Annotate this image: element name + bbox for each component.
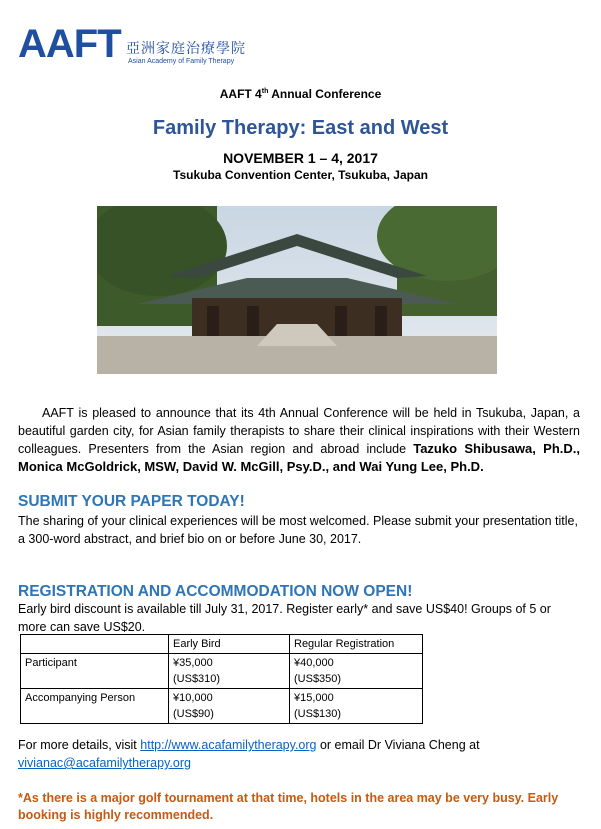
early-bird-fee: ¥35,000 (US$310): [169, 654, 290, 689]
fee-table: [20, 634, 423, 724]
submit-body: The sharing of your clinical experiences will be most welcomed. Please submit your presentation title, a 300-word abstract, and brief bio on or before June 30, 2017.: [18, 514, 578, 546]
regular-fee: ¥40,000 (US$350): [290, 654, 423, 689]
submit-heading: SUBMIT YOUR PAPER TODAY!: [18, 493, 245, 510]
table-header-cell: Regular Registration: [290, 635, 423, 654]
presenters: Tazuko Shibusawa, Ph.D., Monica McGoldrick, MSW, David W. McGill, Psy.D., and Wai Yung Lee, Ph.D.: [18, 441, 580, 474]
registration-heading: REGISTRATION AND ACCOMMODATION NOW OPEN!: [18, 583, 413, 600]
shrine-photo: [97, 206, 497, 374]
regular-fee: ¥15,000 (US$130): [290, 689, 423, 724]
email-link[interactable]: vivianac@acafamilytherapy.org: [18, 756, 191, 770]
page-title: Family Therapy: East and West: [152, 117, 449, 139]
conference-dates: NOVEMBER 1 – 4, 2017: [223, 150, 378, 166]
conference-venue: Tsukuba Convention Center, Tsukuba, Japan: [173, 168, 428, 182]
early-bird-fee: ¥10,000 (US$90): [169, 689, 290, 724]
table-header-cell: [21, 635, 169, 654]
intro-paragraph: [18, 404, 580, 476]
booking-note: *As there is a major golf tournament at that time, hotels in the area may be very busy. Early booking is highly recommended.: [18, 791, 559, 822]
logo-chinese-name: 亞洲家庭治療學院: [126, 41, 246, 57]
table-header-cell: Early Bird: [169, 635, 290, 654]
website-link[interactable]: http://www.acafamilytherapy.org: [140, 738, 317, 752]
details-paragraph: For more details, visit http://www.acafamilytherapy.org or email Dr Viviana Cheng at vivianac@acafamilytherapy.org: [18, 738, 480, 770]
intro-text: AAFT is pleased to announce that its 4th Annual Conference will be held in Tsukuba, Japan, a beautiful garden city, for Asian family therapists to share their clinical inspirations with their Western colleagues. Presenters from the Asian region and abroad include: [18, 406, 580, 456]
table-row: [21, 689, 423, 724]
logo-mark: AAFT: [18, 22, 121, 66]
logo-english-name: Asian Academy of Family Therapy: [128, 58, 235, 65]
row-label: Accompanying Person: [21, 689, 169, 724]
conference-label: AAFT 4th Annual Conference: [219, 87, 382, 101]
aaft-logo: [18, 24, 258, 70]
table-header-row: [21, 635, 423, 654]
table-row: [21, 654, 423, 689]
registration-body: Early bird discount is available till July 31, 2017. Register early* and save US$40! Groups of 5 or more can save US$20.: [18, 602, 551, 634]
row-label: Participant: [21, 654, 169, 689]
